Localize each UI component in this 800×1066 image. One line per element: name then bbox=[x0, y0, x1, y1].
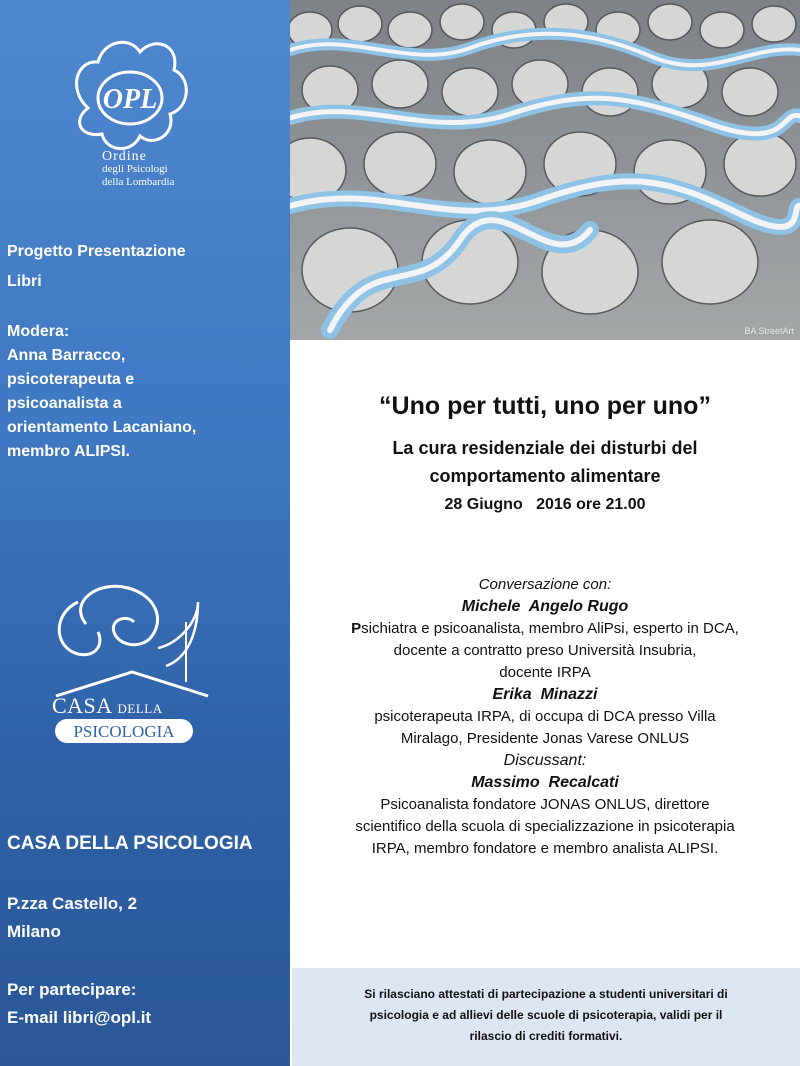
speaker1-bio-line1 bbox=[290, 618, 800, 640]
casa-psicologia-pill: PSICOLOGIA bbox=[55, 719, 193, 743]
sidebar bbox=[0, 0, 290, 1066]
speaker1-bio-line3: docente IRPA bbox=[499, 664, 591, 681]
speaker1-bio-initial: P bbox=[351, 620, 362, 637]
project-title bbox=[7, 240, 186, 294]
credits-note bbox=[292, 968, 800, 1066]
moderator-line2: psicoterapeuta e bbox=[7, 371, 135, 388]
conversation-intro: Conversazione con: bbox=[478, 576, 612, 593]
casa-word bbox=[52, 693, 163, 719]
opl-caption-line1: Ordine bbox=[102, 149, 147, 164]
credits-note-line1: Si rilasciano attestati di partecipazione a studenti universitari di bbox=[364, 987, 728, 1001]
moderator-label: Modera: bbox=[7, 323, 70, 340]
opl-caption-line2: degli Psicologi bbox=[102, 163, 168, 175]
credits-note-line3: rilascio di crediti formativi. bbox=[469, 1029, 623, 1043]
hero-credit: BA StreetArt bbox=[744, 326, 794, 336]
participate-block bbox=[7, 976, 151, 1032]
speaker3-bio-line3: IRPA, membro fondatore e membro analista ALIPSI. bbox=[371, 840, 719, 857]
speaker2-bio-line1: psicoterapeuta IRPA, di occupa di DCA presso Villa bbox=[374, 708, 716, 725]
speaker1-bio-line2: docente a contratto preso Università Insubria, bbox=[393, 642, 697, 659]
credits-note-line2: psicologia e ad allievi delle scuole di psicoterapia, validi per il bbox=[369, 1008, 723, 1022]
moderator-line5: membro ALIPSI. bbox=[7, 443, 130, 460]
speaker1-name: Michele Angelo Rugo bbox=[461, 598, 629, 615]
credits-note-text bbox=[292, 984, 800, 1047]
speaker2-name: Erika Minazzi bbox=[492, 686, 598, 703]
speaker3-bio-line2: scientifico della scuola di specializzazione in psicoterapia bbox=[355, 818, 735, 835]
hero-artwork bbox=[290, 0, 800, 340]
speaker3-name: Massimo Recalcati bbox=[471, 774, 619, 791]
address-line1: P.zza Castello, 2 bbox=[7, 894, 138, 913]
event-subtitle bbox=[290, 434, 800, 490]
project-title-line1: Progetto Presentazione bbox=[7, 243, 186, 260]
casa-word-della: DELLA bbox=[117, 701, 163, 716]
event-subtitle-line1: La cura residenziale dei disturbi del bbox=[392, 438, 698, 458]
speaker1-bio-line1-text: sichiatra e psicoanalista, membro AliPsi, esperto in DCA, bbox=[361, 620, 739, 637]
address-line2: Milano bbox=[7, 922, 61, 941]
opl-caption-line3: della Lombardia bbox=[102, 176, 175, 188]
conversation-block bbox=[290, 574, 800, 860]
event-date: 28 Giugno 2016 ore 21.00 bbox=[444, 496, 646, 513]
address-block bbox=[7, 890, 137, 946]
venue-name: CASA DELLA PSICOLOGIA bbox=[7, 833, 253, 854]
moderator-line1: Anna Barracco, bbox=[7, 347, 126, 364]
speaker2-bio-line2: Miralago, Presidente Jonas Varese ONLUS bbox=[400, 730, 690, 747]
hero-image bbox=[290, 0, 800, 340]
moderator-block bbox=[7, 320, 196, 464]
moderator-line4: orientamento Lacaniano, bbox=[7, 419, 197, 436]
opl-caption bbox=[102, 150, 174, 189]
speaker3-bio-line1: Psicoanalista fondatore JONAS ONLUS, direttore bbox=[380, 796, 710, 813]
casa-word-casa: CASA bbox=[52, 693, 112, 718]
participate-label: Per partecipare: bbox=[7, 980, 137, 999]
project-title-line2: Libri bbox=[7, 273, 42, 290]
contact-email[interactable]: E-mail libri@opl.it bbox=[7, 1008, 152, 1027]
opl-monogram: OPL bbox=[102, 84, 158, 115]
event-title: “Uno per tutti, uno per uno” bbox=[379, 392, 711, 420]
event-subtitle-line2: comportamento alimentare bbox=[429, 466, 661, 486]
discussant-label: Discussant: bbox=[503, 752, 587, 769]
moderator-line3: psicoanalista a bbox=[7, 395, 122, 412]
